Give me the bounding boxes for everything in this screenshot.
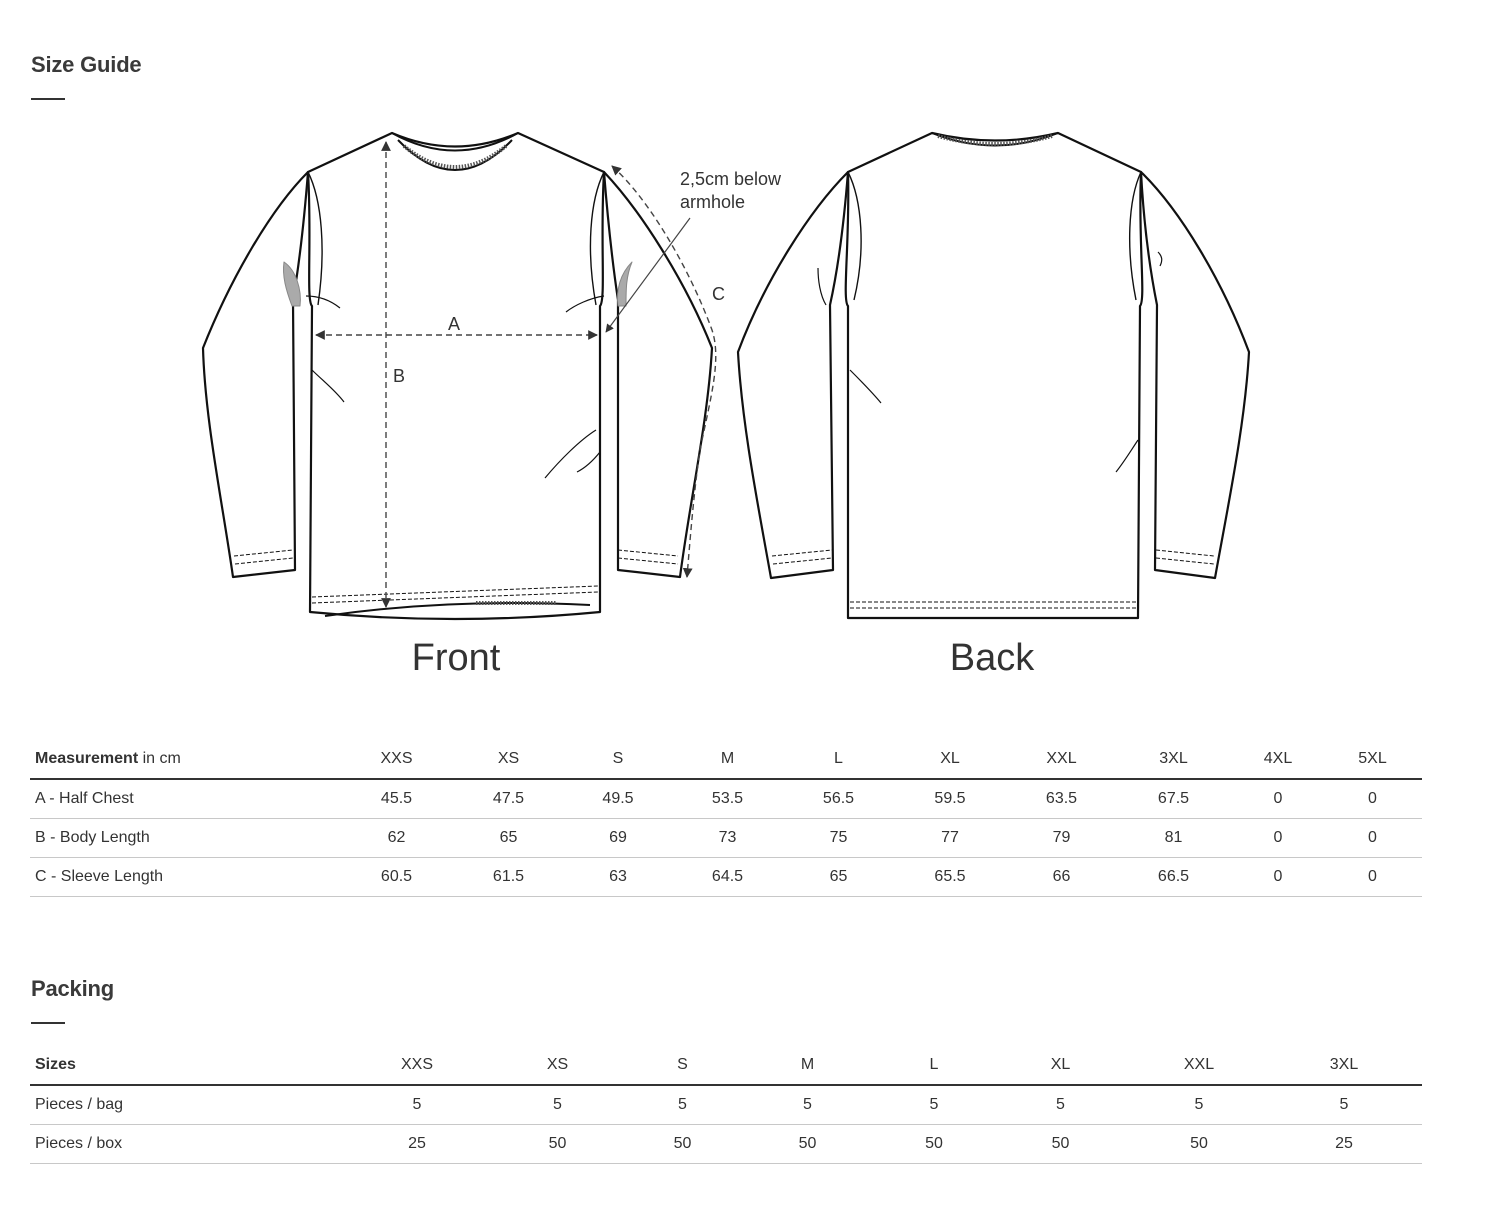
- size-header: XXL: [1132, 1046, 1266, 1085]
- annotation-line-1: 2,5cm below: [680, 169, 782, 189]
- table-cell: 5: [486, 1085, 629, 1125]
- table-cell: 5: [736, 1085, 879, 1125]
- size-header: XXS: [343, 740, 450, 779]
- front-sweater-drawing: [203, 133, 712, 619]
- table-cell: 0: [1233, 779, 1323, 819]
- row-label: A - Half Chest: [30, 779, 343, 819]
- table-cell: 65.5: [891, 858, 1009, 897]
- size-header: S: [629, 1046, 736, 1085]
- table-cell: 50: [989, 1125, 1132, 1164]
- table-cell: 59.5: [891, 779, 1009, 819]
- table-cell: 47.5: [450, 779, 567, 819]
- back-label: Back: [949, 637, 1035, 679]
- table-cell: 5: [1266, 1085, 1422, 1125]
- table-cell: 50: [629, 1125, 736, 1164]
- table-row: [30, 1125, 1422, 1164]
- size-guide-title-rule: [31, 98, 65, 100]
- measurement-header-label: [30, 740, 343, 779]
- packing-table: [30, 1046, 1422, 1164]
- table-cell: 60.5: [343, 858, 450, 897]
- size-header: XS: [486, 1046, 629, 1085]
- table-cell: 61.5: [450, 858, 567, 897]
- label-a: A: [448, 314, 461, 334]
- size-guide-title: Size Guide: [31, 52, 142, 77]
- size-header: XXS: [348, 1046, 486, 1085]
- table-cell: 63: [567, 858, 669, 897]
- row-label: Pieces / bag: [30, 1085, 348, 1125]
- row-label: Pieces / box: [30, 1125, 348, 1164]
- table-cell: 50: [486, 1125, 629, 1164]
- size-header: S: [567, 740, 669, 779]
- table-cell: 5: [879, 1085, 989, 1125]
- measurement-header-unit: in cm: [138, 750, 181, 767]
- table-row: [30, 1085, 1422, 1125]
- table-cell: 65: [786, 858, 891, 897]
- measurement-header-row: [30, 740, 1422, 779]
- packing-title-rule: [31, 1022, 65, 1024]
- measurement-header-bold: Measurement: [35, 750, 139, 767]
- size-header: 4XL: [1233, 740, 1323, 779]
- table-cell: 0: [1323, 819, 1422, 858]
- table-cell: 50: [879, 1125, 989, 1164]
- table-cell: 0: [1233, 858, 1323, 897]
- row-label: B - Body Length: [30, 819, 343, 858]
- garment-illustration: [0, 120, 1486, 640]
- label-c: C: [712, 284, 725, 304]
- label-b: B: [393, 366, 406, 386]
- table-cell: 5: [1132, 1085, 1266, 1125]
- table-cell: 5: [989, 1085, 1132, 1125]
- table-cell: 0: [1233, 819, 1323, 858]
- table-cell: 69: [567, 819, 669, 858]
- table-cell: 65: [450, 819, 567, 858]
- table-cell: 50: [1132, 1125, 1266, 1164]
- packing-header-row: [30, 1046, 1422, 1085]
- size-header: M: [669, 740, 786, 779]
- table-cell: 67.5: [1114, 779, 1233, 819]
- table-cell: 81: [1114, 819, 1233, 858]
- table-cell: 77: [891, 819, 1009, 858]
- packing-header-text: Sizes: [35, 1056, 76, 1073]
- packing-title: Packing: [31, 976, 114, 1001]
- row-label: C - Sleeve Length: [30, 858, 343, 897]
- size-header: M: [736, 1046, 879, 1085]
- table-cell: 25: [348, 1125, 486, 1164]
- size-header: 3XL: [1114, 740, 1233, 779]
- table-cell: 64.5: [669, 858, 786, 897]
- size-header: 3XL: [1266, 1046, 1422, 1085]
- table-cell: 79: [1009, 819, 1114, 858]
- size-header: L: [879, 1046, 989, 1085]
- packing-header-label: [30, 1046, 348, 1085]
- table-cell: 5: [348, 1085, 486, 1125]
- table-cell: 49.5: [567, 779, 669, 819]
- table-cell: 62: [343, 819, 450, 858]
- table-cell: 50: [736, 1125, 879, 1164]
- measurement-table: [30, 740, 1422, 897]
- table-row: [30, 819, 1422, 858]
- table-cell: 73: [669, 819, 786, 858]
- size-header: XL: [891, 740, 1009, 779]
- table-cell: 45.5: [343, 779, 450, 819]
- table-cell: 0: [1323, 858, 1422, 897]
- table-cell: 63.5: [1009, 779, 1114, 819]
- annotation-line-2: armhole: [680, 192, 746, 212]
- table-cell: 66: [1009, 858, 1114, 897]
- back-sweater-drawing: [738, 133, 1249, 618]
- size-header: XL: [989, 1046, 1132, 1085]
- table-cell: 5: [629, 1085, 736, 1125]
- table-cell: 25: [1266, 1125, 1422, 1164]
- front-label: Front: [411, 637, 501, 679]
- table-cell: 75: [786, 819, 891, 858]
- size-header: L: [786, 740, 891, 779]
- size-header: 5XL: [1323, 740, 1422, 779]
- table-row: [30, 858, 1422, 897]
- table-cell: 53.5: [669, 779, 786, 819]
- size-header: XXL: [1009, 740, 1114, 779]
- size-header: XS: [450, 740, 567, 779]
- table-cell: 56.5: [786, 779, 891, 819]
- table-cell: 0: [1323, 779, 1422, 819]
- table-row: [30, 779, 1422, 819]
- table-cell: 66.5: [1114, 858, 1233, 897]
